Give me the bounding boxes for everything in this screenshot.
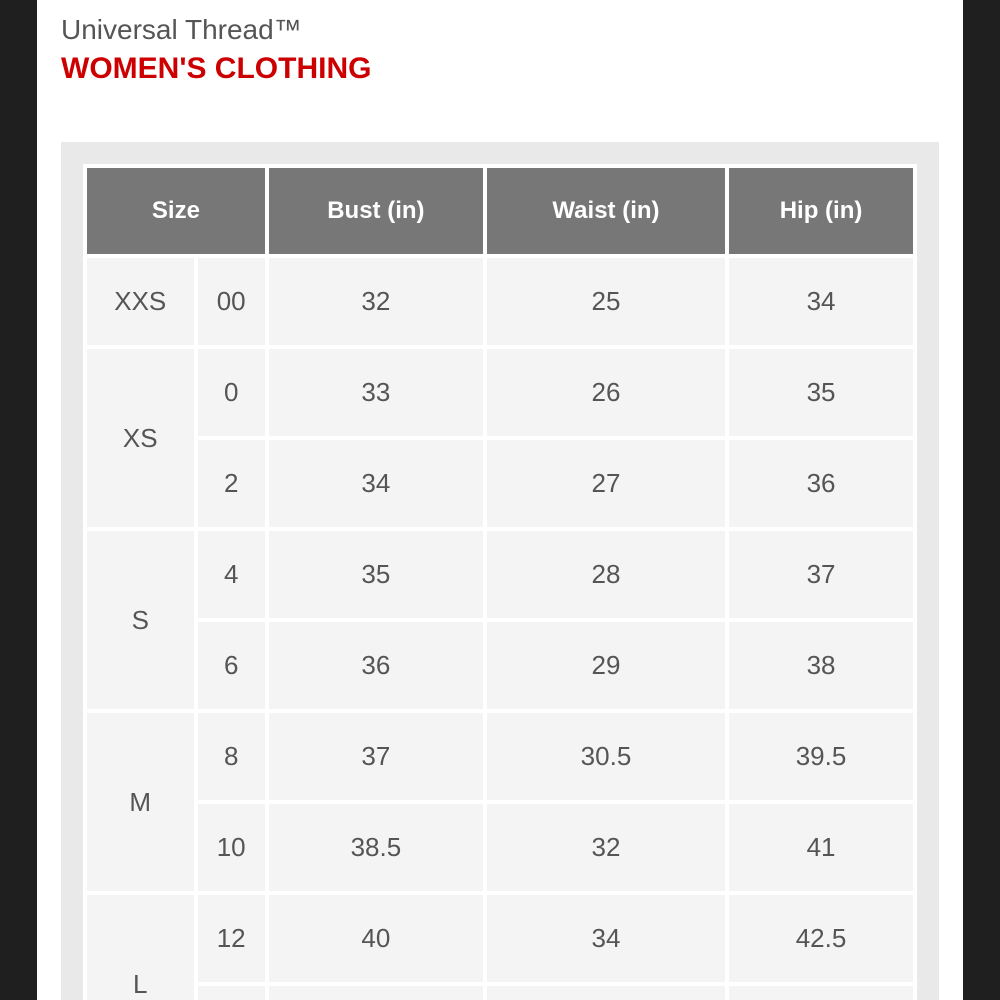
- size-chart-panel: [61, 142, 939, 1000]
- hip-cell: 35: [729, 349, 913, 436]
- table-row: [87, 895, 913, 982]
- waist-cell: 29: [487, 622, 725, 709]
- section-title: WOMEN'S CLOTHING: [61, 52, 372, 85]
- size-chart-table: [83, 164, 917, 1000]
- hip-cell: 41: [729, 804, 913, 891]
- hip-cell: 34: [729, 258, 913, 345]
- waist-cell: 26: [487, 349, 725, 436]
- table-row: [87, 986, 913, 1000]
- bust-cell: [269, 986, 483, 1000]
- hip-cell: 42.5: [729, 895, 913, 982]
- size-letter-cell: XXS: [87, 258, 194, 345]
- brand-name: Universal Thread™: [61, 14, 302, 45]
- waist-cell: 32: [487, 804, 725, 891]
- waist-cell: 30.5: [487, 713, 725, 800]
- table-row: [87, 440, 913, 527]
- hip-cell: 36: [729, 440, 913, 527]
- waist-cell: 25: [487, 258, 725, 345]
- size-chart-page: [37, 0, 963, 1000]
- size-number-cell: [198, 986, 265, 1000]
- waist-cell: 27: [487, 440, 725, 527]
- header-hip: Hip (in): [729, 168, 913, 254]
- bust-cell: 34: [269, 440, 483, 527]
- size-letter-cell: M: [87, 713, 194, 891]
- bust-cell: 38.5: [269, 804, 483, 891]
- header-waist: Waist (in): [487, 168, 725, 254]
- header-bust: Bust (in): [269, 168, 483, 254]
- size-letter-cell: L: [87, 895, 194, 1000]
- hip-cell: [729, 986, 913, 1000]
- header-size: Size: [87, 168, 265, 254]
- size-number-cell: 10: [198, 804, 265, 891]
- waist-cell: 28: [487, 531, 725, 618]
- table-row: [87, 804, 913, 891]
- bust-cell: 33: [269, 349, 483, 436]
- table-row: [87, 349, 913, 436]
- hip-cell: 39.5: [729, 713, 913, 800]
- bust-cell: 36: [269, 622, 483, 709]
- size-number-cell: 0: [198, 349, 265, 436]
- table-header-row: [87, 168, 913, 254]
- size-number-cell: 2: [198, 440, 265, 527]
- size-number-cell: 00: [198, 258, 265, 345]
- size-chart-body: [87, 258, 913, 1000]
- size-number-cell: 6: [198, 622, 265, 709]
- bust-cell: 40: [269, 895, 483, 982]
- table-row: [87, 713, 913, 800]
- table-row: [87, 258, 913, 345]
- table-row: [87, 622, 913, 709]
- bust-cell: 32: [269, 258, 483, 345]
- size-number-cell: 8: [198, 713, 265, 800]
- bust-cell: 37: [269, 713, 483, 800]
- size-number-cell: 4: [198, 531, 265, 618]
- hip-cell: 38: [729, 622, 913, 709]
- size-letter-cell: XS: [87, 349, 194, 527]
- table-row: [87, 531, 913, 618]
- waist-cell: [487, 986, 725, 1000]
- hip-cell: 37: [729, 531, 913, 618]
- size-letter-cell: S: [87, 531, 194, 709]
- bust-cell: 35: [269, 531, 483, 618]
- waist-cell: 34: [487, 895, 725, 982]
- size-number-cell: 12: [198, 895, 265, 982]
